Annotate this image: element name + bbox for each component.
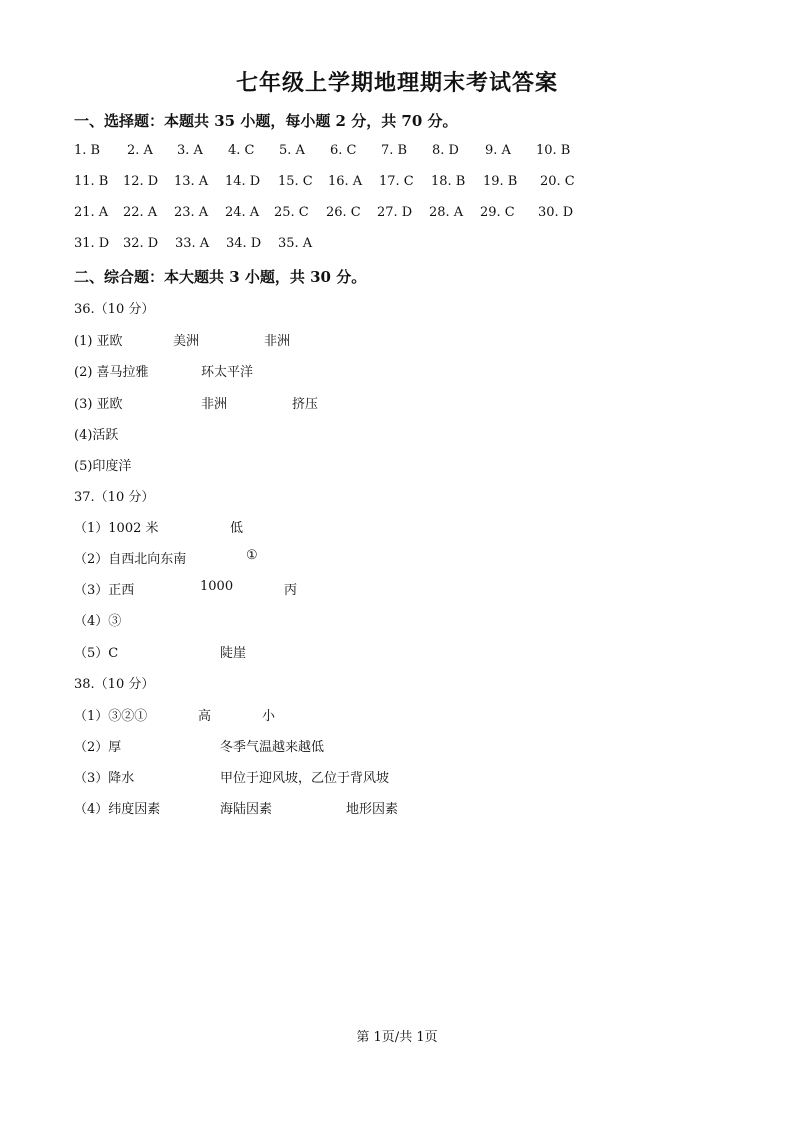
answer-text: 低 [230, 521, 244, 536]
q37-label: 37.（10 分） [74, 490, 155, 505]
choice-answer: 9. A [485, 143, 511, 158]
answer-text: （4）纬度因素 [74, 802, 161, 817]
answer-text: （1）③②① [74, 709, 148, 724]
choice-answer: 24. A [225, 205, 260, 220]
answer-text: 环太平洋 [201, 365, 254, 380]
choice-answer: 8. D [432, 143, 459, 158]
choice-answer: 35. A [278, 236, 313, 251]
answer-text: （1）1002 米 [74, 521, 159, 536]
choice-answer: 30. D [538, 205, 574, 220]
choice-answer: 20. C [540, 174, 575, 189]
choice-answer: 29. C [480, 205, 515, 220]
choice-answer: 7. B [381, 143, 408, 158]
choice-answer: 26. C [326, 205, 361, 220]
answer-text: （3）正西 [74, 583, 135, 598]
choice-answer: 1. B [74, 143, 101, 158]
answer-text: 小 [262, 709, 276, 724]
choice-answer: 34. D [226, 236, 262, 251]
choice-answer: 13. A [174, 174, 209, 189]
answer-text: 丙 [284, 583, 298, 598]
choice-answer: 22. A [123, 205, 158, 220]
choice-answer: 19. B [483, 174, 518, 189]
choice-answer: 33. A [175, 236, 210, 251]
answer-text: 冬季气温越来越低 [220, 740, 325, 755]
choice-answer: 4. C [228, 143, 255, 158]
answer-text: ① [246, 548, 258, 563]
choice-answer: 27. D [377, 205, 413, 220]
choice-answer: 18. B [431, 174, 466, 189]
choice-answer: 11. B [74, 174, 109, 189]
choice-answer: 21. A [74, 205, 109, 220]
section2-heading: 二、综合题：本大题共 3 小题，共 30 分。 [74, 268, 367, 286]
choice-answer: 28. A [429, 205, 464, 220]
answer-text: （5）C [74, 646, 119, 661]
q38-label: 38.（10 分） [74, 677, 155, 692]
answer-text: 陡崖 [220, 646, 247, 661]
page-title: 七年级上学期地理期末考试答案 [235, 70, 558, 96]
choice-answer: 14. D [225, 174, 261, 189]
choice-answer: 5. A [279, 143, 305, 158]
page-footer: 第 1页/共 1页 [356, 1030, 438, 1045]
choice-answer: 32. D [123, 236, 159, 251]
choice-answer: 16. A [328, 174, 363, 189]
choice-answer: 17. C [379, 174, 414, 189]
choice-answer: 6. C [330, 143, 357, 158]
answer-text: 美洲 [173, 334, 200, 349]
choice-answer: 10. B [536, 143, 571, 158]
answer-text: 甲位于迎风坡，乙位于背风坡 [220, 771, 390, 786]
answer-text: 挤压 [292, 397, 319, 412]
choice-answer: 15. C [278, 174, 313, 189]
section1-heading: 一、选择题：本题共 35 小题，每小题 2 分，共 70 分。 [74, 112, 458, 130]
answer-text: （2）自西北向东南 [74, 552, 187, 567]
answer-text: (4)活跃 [74, 428, 119, 443]
answer-text: (5)印度洋 [74, 459, 132, 474]
choice-answer: 3. A [177, 143, 203, 158]
answer-text: 非洲 [201, 397, 228, 412]
answer-text: （2）厚 [74, 740, 122, 755]
choice-answer: 12. D [123, 174, 159, 189]
q36-label: 36.（10 分） [74, 302, 155, 317]
answer-text: （4）③ [74, 614, 122, 629]
choice-answer: 31. D [74, 236, 110, 251]
answer-text: 高 [198, 709, 212, 724]
answer-text: 地形因素 [346, 802, 399, 817]
answer-text: (3) 亚欧 [74, 397, 123, 412]
answer-text: 1000 [200, 579, 234, 594]
choice-answer: 25. C [274, 205, 309, 220]
answer-text: (1) 亚欧 [74, 334, 123, 349]
choice-answer: 2. A [127, 143, 153, 158]
answer-text: （3）降水 [74, 771, 135, 786]
answer-text: (2) 喜马拉雅 [74, 365, 149, 380]
answer-text: 海陆因素 [220, 802, 273, 817]
answer-text: 非洲 [264, 334, 291, 349]
choice-answer: 23. A [174, 205, 209, 220]
